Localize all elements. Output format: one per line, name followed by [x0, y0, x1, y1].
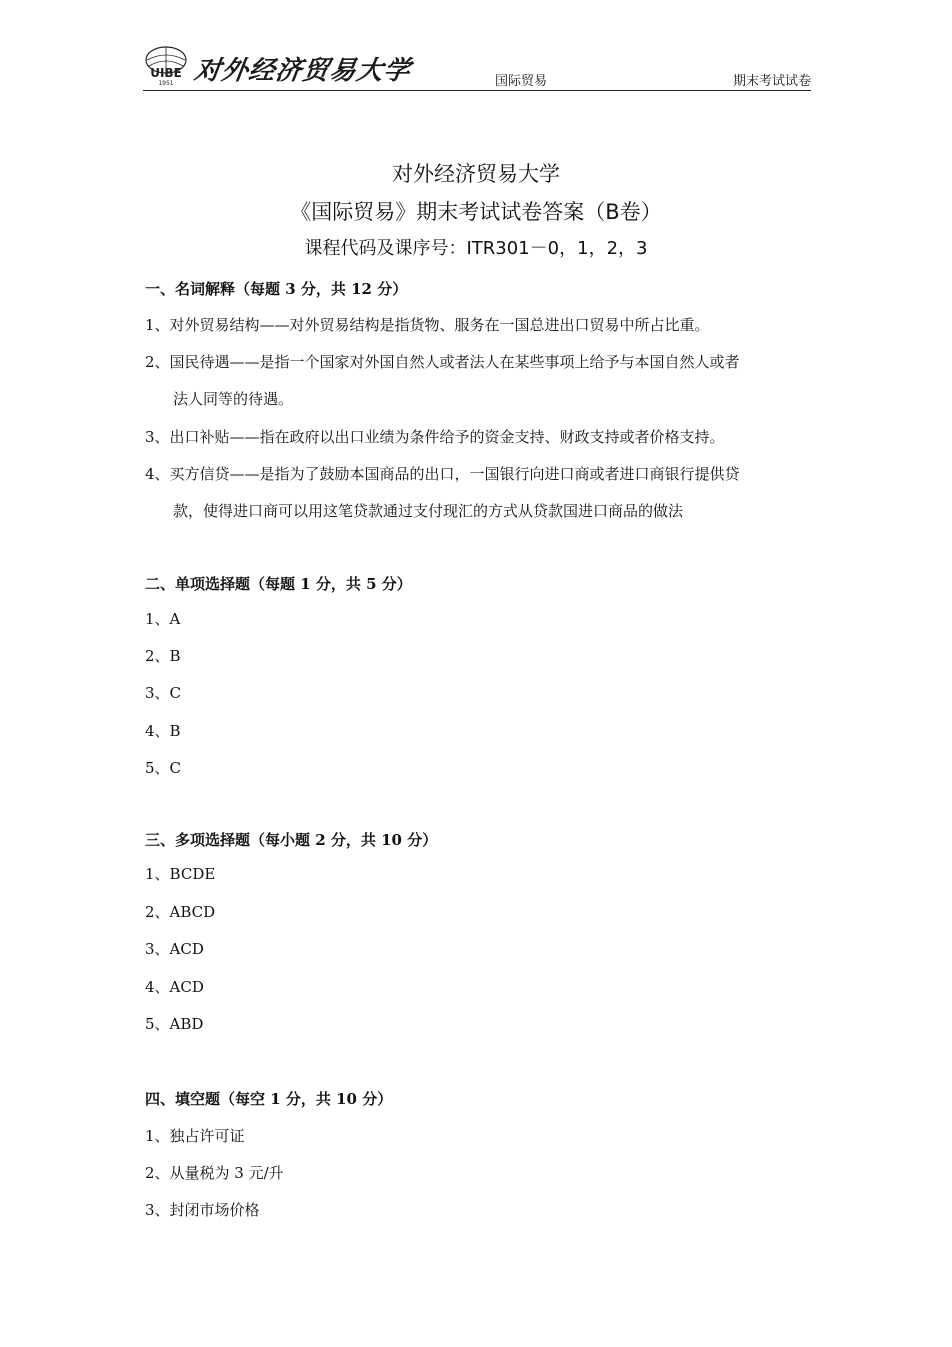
answer-item: 4、ACD: [145, 978, 204, 996]
list-item-continuation: 法人同等的待遇。: [173, 390, 294, 408]
answer-item: 1、A: [145, 610, 181, 628]
section-heading-3: 三、多项选择题（每小题 2 分，共 10 分）: [145, 831, 438, 849]
university-logo-icon: [143, 44, 189, 86]
section-heading-2: 二、单项选择题（每题 1 分，共 5 分）: [145, 575, 412, 593]
answer-item: 3、ACD: [145, 940, 204, 958]
list-item: 3、出口补贴——指在政府以出口业绩为条件给予的资金支持、财政支持或者价格支持。: [145, 428, 725, 446]
answer-item: 4、B: [145, 722, 181, 740]
answer-item: 5、C: [145, 759, 182, 777]
section-heading-1: 一、名词解释（每题 3 分，共 12 分）: [145, 280, 408, 298]
document-title-university: 对外经济贸易大学: [392, 162, 560, 186]
answer-item: 3、C: [145, 684, 182, 702]
header-doc-type: 期末考试试卷: [732, 74, 811, 89]
answer-item: 5、ABD: [145, 1015, 204, 1033]
list-item-continuation: 款，使得进口商可以用这笔贷款通过支付现汇的方式从贷款国进口商品的做法: [173, 502, 684, 520]
svg-text:1951: 1951: [158, 80, 174, 86]
answer-item: 3、封闭市场价格: [145, 1201, 260, 1219]
answer-item: 1、BCDE: [145, 865, 216, 883]
svg-text:UIBE: UIBE: [150, 66, 182, 80]
list-item: 1、对外贸易结构——对外贸易结构是指货物、服务在一国总进出口贸易中所占比重。: [145, 316, 710, 334]
answer-item: 2、B: [145, 647, 181, 665]
answer-item: 1、独占许可证: [145, 1127, 245, 1145]
document-title-exam: 《国际贸易》期末考试试卷答案（B卷）: [290, 200, 662, 224]
list-item: 4、买方信贷——是指为了鼓励本国商品的出口，一国银行向进口商或者进口商银行提供贷: [145, 465, 740, 483]
document-course-code: 课程代码及课序号：ITR301－0，1，2，3: [304, 238, 648, 259]
section-heading-4: 四、填空题（每空 1 分，共 10 分）: [145, 1090, 393, 1108]
answer-item: 2、从量税为 3 元/升: [145, 1164, 284, 1182]
list-item: 2、国民待遇——是指一个国家对外国自然人或者法人在某些事项上给予与本国自然人或者: [145, 353, 740, 371]
answer-item: 2、ABCD: [145, 903, 216, 921]
page-header: [143, 40, 811, 91]
header-course: 国际贸易: [495, 74, 548, 89]
university-name-script: 对外经济贸易大学: [192, 56, 413, 86]
